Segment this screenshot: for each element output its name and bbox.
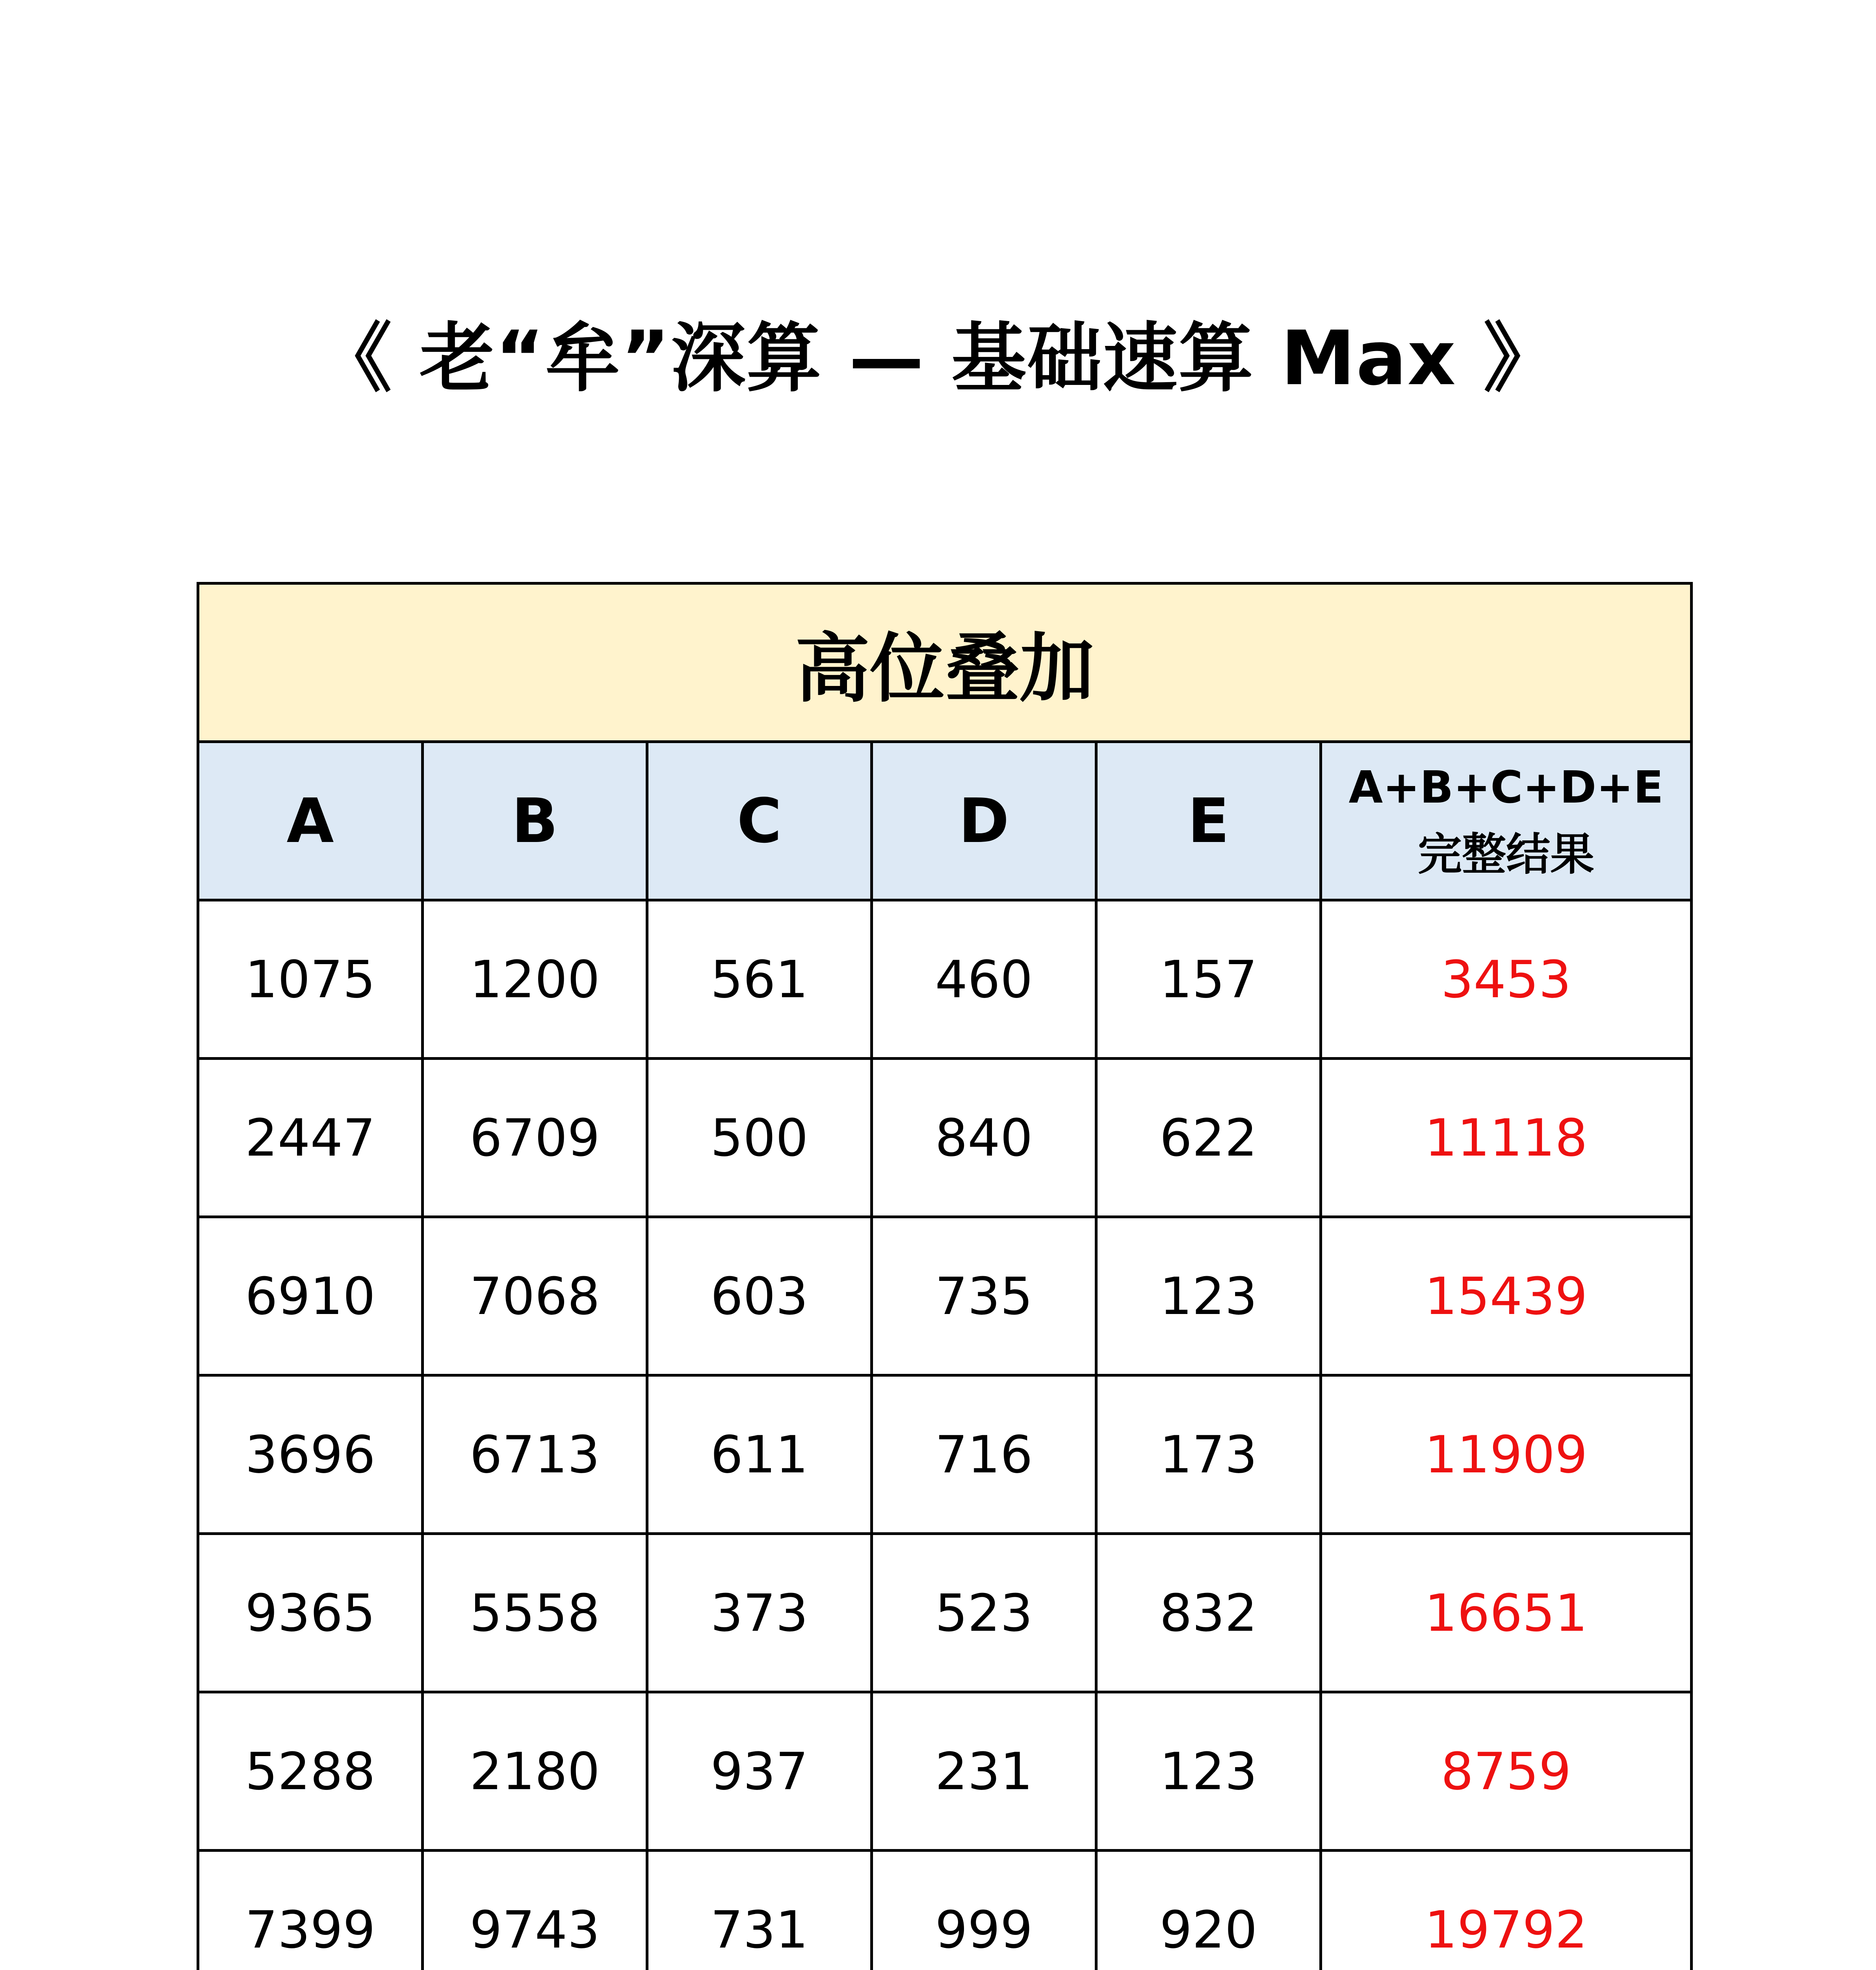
cell-c: 603 — [647, 1217, 872, 1375]
cell-e: 157 — [1096, 900, 1321, 1059]
cell-result: 3453 — [1321, 900, 1692, 1059]
cell-a: 5288 — [198, 1692, 423, 1851]
cell-d: 523 — [872, 1534, 1096, 1692]
cell-result: 15439 — [1321, 1217, 1692, 1375]
table-row — [198, 900, 1692, 1059]
cell-d: 735 — [872, 1217, 1096, 1375]
cell-result: 8759 — [1321, 1692, 1692, 1851]
cell-a: 3696 — [198, 1375, 423, 1534]
table-row — [198, 1217, 1692, 1375]
cell-e: 173 — [1096, 1375, 1321, 1534]
column-header-b: B — [423, 742, 647, 900]
column-header-result — [1321, 742, 1692, 900]
cell-e: 622 — [1096, 1059, 1321, 1217]
cell-b: 9743 — [423, 1851, 647, 1970]
table-row — [198, 1851, 1692, 1970]
cell-d: 231 — [872, 1692, 1096, 1851]
table-header-row — [198, 584, 1692, 742]
cell-a: 9365 — [198, 1534, 423, 1692]
cell-d: 999 — [872, 1851, 1096, 1970]
cell-b: 5558 — [423, 1534, 647, 1692]
cell-a: 7399 — [198, 1851, 423, 1970]
table-row — [198, 1375, 1692, 1534]
cell-b: 7068 — [423, 1217, 647, 1375]
column-header-c: C — [647, 742, 872, 900]
result-header-formula: A+B+C+D+E — [1348, 762, 1664, 813]
cell-c: 937 — [647, 1692, 872, 1851]
cell-c: 373 — [647, 1534, 872, 1692]
cell-e: 123 — [1096, 1692, 1321, 1851]
column-header-d: D — [872, 742, 1096, 900]
cell-result: 16651 — [1321, 1534, 1692, 1692]
table-row — [198, 1692, 1692, 1851]
cell-a: 2447 — [198, 1059, 423, 1217]
cell-c: 500 — [647, 1059, 872, 1217]
cell-d: 716 — [872, 1375, 1096, 1534]
cell-d: 840 — [872, 1059, 1096, 1217]
column-header-a: A — [198, 742, 423, 900]
cell-b: 1200 — [423, 900, 647, 1059]
result-header-label: 完整结果 — [1418, 829, 1595, 880]
cell-e: 920 — [1096, 1851, 1321, 1970]
cell-result: 19792 — [1321, 1851, 1692, 1970]
cell-e: 123 — [1096, 1217, 1321, 1375]
cell-c: 561 — [647, 900, 872, 1059]
cell-c: 611 — [647, 1375, 872, 1534]
cell-result: 11118 — [1321, 1059, 1692, 1217]
cell-b: 2180 — [423, 1692, 647, 1851]
cell-result: 11909 — [1321, 1375, 1692, 1534]
column-header-e: E — [1096, 742, 1321, 900]
cell-b: 6709 — [423, 1059, 647, 1217]
cell-e: 832 — [1096, 1534, 1321, 1692]
column-header-row — [198, 742, 1692, 900]
table-header: 高位叠加 — [198, 584, 1692, 742]
cell-c: 731 — [647, 1851, 872, 1970]
cell-d: 460 — [872, 900, 1096, 1059]
page-title: 《 老“牟”深算 — 基础速算 Max 》 — [317, 315, 1559, 402]
table-row — [198, 1534, 1692, 1692]
cell-a: 1075 — [198, 900, 423, 1059]
addition-table — [197, 582, 1693, 1970]
table-row — [198, 1059, 1692, 1217]
cell-a: 6910 — [198, 1217, 423, 1375]
cell-b: 6713 — [423, 1375, 647, 1534]
table-body — [198, 900, 1692, 1970]
